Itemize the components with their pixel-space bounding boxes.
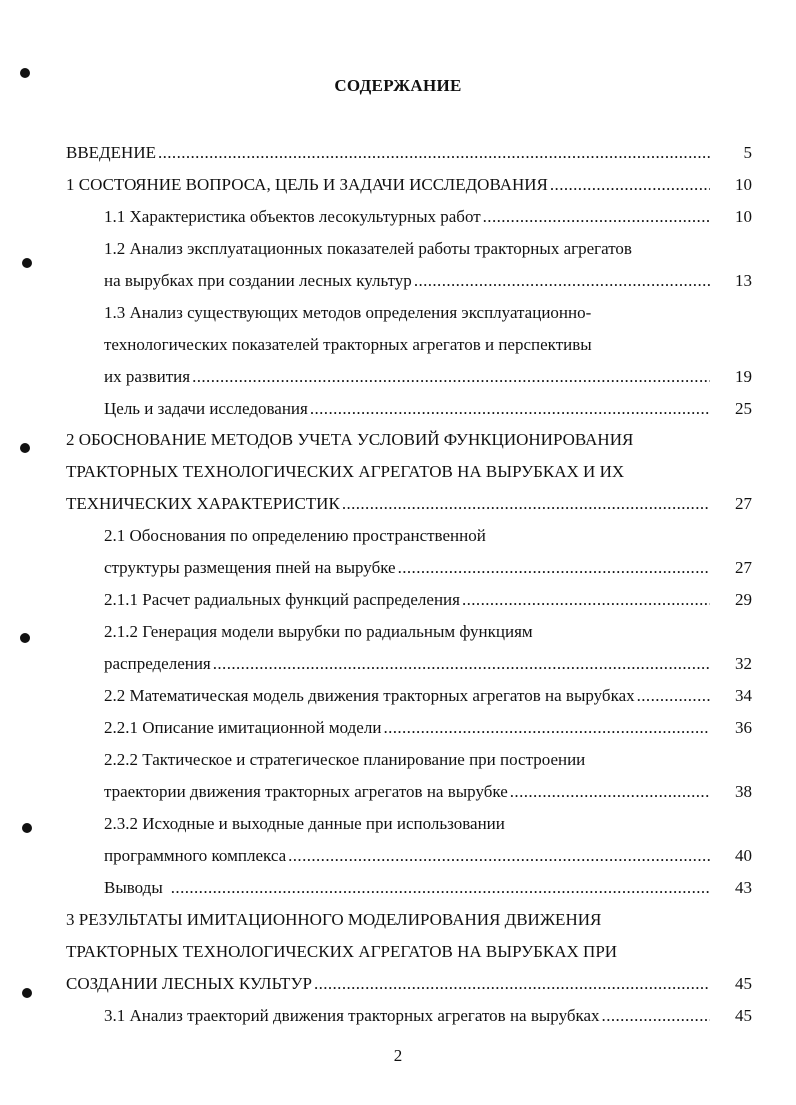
toc-entry-page: 36: [735, 718, 752, 737]
binding-hole-mark: [22, 258, 32, 268]
binding-hole-mark: [20, 633, 30, 643]
toc-entry[interactable]: [104, 367, 712, 387]
toc-entry[interactable]: [104, 271, 712, 291]
toc-entry[interactable]: [104, 590, 712, 610]
toc-entry[interactable]: [66, 494, 712, 514]
dot-leader: [483, 207, 710, 227]
toc-entry[interactable]: [104, 1006, 712, 1026]
toc-entry[interactable]: [104, 718, 712, 738]
toc-entry-text: 2.1.1 Расчет радиальных функций распределения: [104, 590, 460, 609]
toc-entry-page: 10: [735, 175, 752, 194]
toc-entry-page: 32: [735, 654, 752, 673]
toc-entry[interactable]: [66, 143, 712, 163]
toc-entry-page: 25: [735, 399, 752, 418]
toc-entry-text: их развития: [104, 367, 191, 386]
toc-entry-text: распределения: [104, 654, 211, 673]
toc-entry-line[interactable]: 2.1 Обоснования по определению пространственной: [104, 526, 486, 545]
binding-hole-mark: [20, 68, 30, 78]
toc-entry-page: 19: [735, 367, 752, 386]
toc-entry-page: 38: [735, 782, 752, 801]
toc-entry-text: 1 СОСТОЯНИЕ ВОПРОСА, ЦЕЛЬ И ЗАДАЧИ ИССЛЕДОВАНИЯ: [66, 175, 548, 194]
toc-entry-line[interactable]: 3 РЕЗУЛЬТАТЫ ИМИТАЦИОННОГО МОДЕЛИРОВАНИЯ ДВИЖЕНИЯ: [66, 910, 602, 929]
toc-entry-text: на вырубках при создании лесных культур: [104, 271, 412, 290]
toc-entry-text: Выводы: [104, 878, 163, 897]
toc-entry-page: 13: [735, 271, 752, 290]
binding-hole-mark: [20, 443, 30, 453]
toc-entry-page: 10: [735, 207, 752, 226]
dot-leader: [462, 590, 710, 610]
toc-entry-page: 43: [735, 878, 752, 897]
toc-entry-line[interactable]: 1.2 Анализ эксплуатационных показателей работы тракторных агрегатов: [104, 239, 632, 258]
toc-entry-line[interactable]: ТРАКТОРНЫХ ТЕХНОЛОГИЧЕСКИХ АГРЕГАТОВ НА ВЫРУБКАХ ПРИ: [66, 942, 618, 961]
toc-entry-text: Цель и задачи исследования: [104, 399, 308, 418]
toc-entry-text: траектории движения тракторных агрегатов на вырубке: [104, 782, 508, 801]
dot-leader: [398, 558, 710, 578]
toc-entry-text: программного комплекса: [104, 846, 287, 865]
dot-leader: [171, 878, 710, 898]
binding-hole-mark: [22, 823, 32, 833]
toc-entry-page: 5: [743, 143, 752, 162]
toc-entry-line[interactable]: 2.1.2 Генерация модели вырубки по радиальным функциям: [104, 622, 533, 641]
toc-entry-text: ТЕХНИЧЕСКИХ ХАРАКТЕРИСТИК: [66, 494, 340, 513]
toc-entry-page: 45: [735, 1006, 752, 1025]
toc-entry[interactable]: [104, 782, 712, 802]
toc-entry-page: 27: [735, 494, 752, 513]
dot-leader: [550, 175, 710, 195]
toc-entry[interactable]: [104, 846, 712, 866]
dot-leader: [414, 271, 710, 291]
toc-entry-page: 40: [735, 846, 752, 865]
toc-entry-line[interactable]: технологических показателей тракторных агрегатов и перспективы: [104, 335, 592, 354]
dot-leader: [383, 718, 710, 738]
toc-entry-page: 45: [735, 974, 752, 993]
toc-entry[interactable]: [104, 207, 712, 227]
toc-entry-text: СОЗДАНИИ ЛЕСНЫХ КУЛЬТУР: [66, 974, 312, 993]
toc-entry-text: структуры размещения пней на вырубке: [104, 558, 396, 577]
dot-leader: [158, 143, 710, 163]
toc-entry-text: 2.2 Математическая модель движения тракторных агрегатов на вырубках: [104, 686, 635, 705]
page-title: СОДЕРЖАНИЕ: [334, 76, 462, 95]
toc-entry-text: 1.1 Характеристика объектов лесокультурных работ: [104, 207, 481, 226]
toc-entry[interactable]: [104, 878, 712, 898]
dot-leader: [288, 846, 710, 866]
toc-entry[interactable]: [104, 686, 712, 706]
toc-entry-line[interactable]: 1.3 Анализ существующих методов определения эксплуатационно-: [104, 303, 592, 322]
toc-entry-page: 34: [735, 686, 752, 705]
toc-entry[interactable]: [66, 175, 712, 195]
toc-entry-line[interactable]: 2 ОБОСНОВАНИЕ МЕТОДОВ УЧЕТА УСЛОВИЙ ФУНКЦИОНИРОВАНИЯ: [66, 430, 634, 449]
toc-entry[interactable]: [66, 974, 712, 994]
dot-leader: [310, 399, 710, 419]
toc-entry-line[interactable]: ТРАКТОРНЫХ ТЕХНОЛОГИЧЕСКИХ АГРЕГАТОВ НА ВЫРУБКАХ И ИХ: [66, 462, 625, 481]
binding-hole-mark: [22, 988, 32, 998]
toc-entry-text: 3.1 Анализ траекторий движения тракторных агрегатов на вырубках: [104, 1006, 600, 1025]
toc-entry-line[interactable]: 2.2.2 Тактическое и стратегическое планирование при построении: [104, 750, 586, 769]
toc-entry-text: ВВЕДЕНИЕ: [66, 143, 156, 162]
toc-entry[interactable]: [104, 558, 712, 578]
toc-entry-page: 29: [735, 590, 752, 609]
dot-leader: [192, 367, 710, 387]
toc-entry-line[interactable]: 2.3.2 Исходные и выходные данные при использовании: [104, 814, 505, 833]
page-number: 2: [393, 1046, 403, 1065]
dot-leader: [510, 782, 710, 802]
dot-leader: [342, 494, 710, 514]
toc-entry-page: 27: [735, 558, 752, 577]
toc-entry-text: 2.2.1 Описание имитационной модели: [104, 718, 382, 737]
dot-leader: [314, 974, 710, 994]
dot-leader: [213, 654, 710, 674]
toc-entry[interactable]: [104, 399, 712, 419]
toc-entry[interactable]: [104, 654, 712, 674]
